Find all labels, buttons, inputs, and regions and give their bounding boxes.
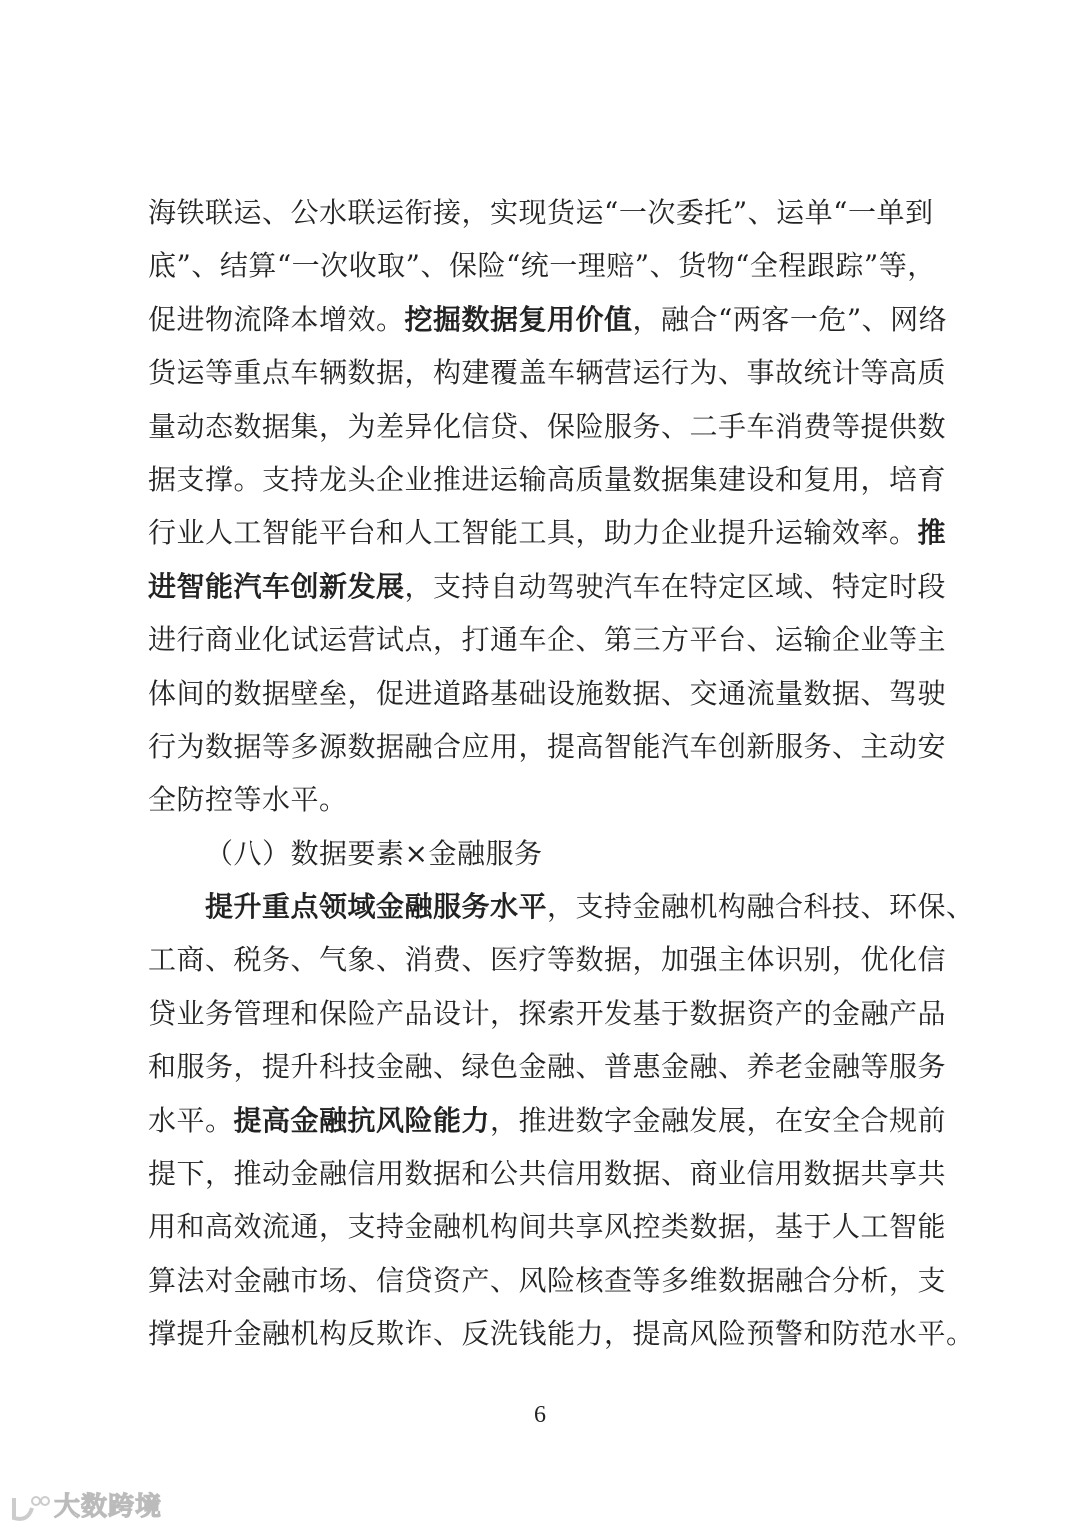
text-segment: 货运等重点车辆数据，构建覆盖车辆营运行为、事故统计等高质 [148, 356, 947, 390]
text-line [148, 1200, 947, 1253]
text-segment: 提下，推动金融信用数据和公共信用数据、商业信用数据共享共 [148, 1157, 947, 1191]
text-segment: 水平。 [148, 1103, 234, 1137]
text-line [148, 613, 947, 666]
text-line [148, 880, 975, 933]
bold-text: 挖掘数据复用价值 [404, 302, 633, 336]
watermark [10, 1486, 162, 1523]
text-line [148, 1254, 947, 1307]
text-line [148, 453, 947, 506]
text-segment: ，推进数字金融发展，在安全合规前 [490, 1103, 947, 1137]
text-segment: ，支持自动驾驶汽车在特定区域、特定时段 [404, 569, 947, 603]
section-heading [148, 827, 932, 880]
text-line [148, 506, 947, 559]
bold-text: 进智能汽车创新发展 [148, 569, 405, 603]
text-segment: 和服务，提升科技金融、绿色金融、普惠金融、养老金融等服务 [148, 1050, 947, 1084]
text-segment: ，融合“两客一危”、网络 [632, 302, 948, 336]
text-line [148, 400, 947, 453]
text-line [148, 1094, 947, 1147]
text-segment: 体间的数据壁垒，促进道路基础设施数据、交通流量数据、驾驶 [148, 676, 947, 710]
text-segment: 贷业务管理和保险产品设计，探索开发基于数据资产的金融产品 [148, 996, 947, 1030]
text-line [148, 773, 932, 826]
bold-text: 推 [917, 516, 947, 550]
text-segment: （八）数据要素×金融服务 [205, 836, 543, 870]
text-segment: 撑提升金融机构反欺诈、反洗钱能力，提高风险预警和防范水平。 [148, 1317, 975, 1351]
text-line [148, 346, 947, 399]
text-segment: 算法对金融市场、信贷资产、风险核查等多维数据融合分析，支 [148, 1263, 947, 1297]
text-segment: 全防控等水平。 [148, 783, 348, 817]
bold-text: 提升重点领域金融服务水平 [205, 890, 548, 924]
text-segment: 行为数据等多源数据融合应用，提高智能汽车创新服务、主动安 [148, 729, 947, 763]
text-segment: 行业人工智能平台和人工智能工具，助力企业提升运输效率。 [148, 516, 918, 550]
text-line [148, 1147, 947, 1200]
text-line [148, 987, 947, 1040]
text-line [148, 560, 947, 613]
text-segment: 底”、结算“一次收取”、保险“统一理赔”、货物“全程跟踪”等， [148, 249, 936, 283]
text-segment: 量动态数据集，为差异化信贷、保险服务、二手车消费等提供数 [148, 409, 947, 443]
text-line [148, 1040, 947, 1093]
watermark-text: 大数跨境 [54, 1492, 163, 1522]
text-line [148, 667, 947, 720]
text-segment: 海铁联运、公水联运衔接，实现货运“一次委托”、运单“一单到 [148, 196, 934, 229]
text-segment: 促进物流降本增效。 [148, 302, 405, 336]
text-segment: ，支持金融机构融合科技、环保、 [547, 890, 975, 924]
text-line [148, 720, 947, 773]
text-segment: 据支撑。支持龙头企业推进运输高质量数据集建设和复用，培育 [148, 462, 947, 496]
text-line [148, 186, 932, 239]
text-line [148, 1307, 975, 1360]
document-body [148, 186, 975, 1361]
text-segment: 工商、税务、气象、消费、医疗等数据，加强主体识别，优化信 [148, 943, 947, 977]
bold-text: 提高金融抗风险能力 [233, 1103, 491, 1137]
watermark-logo-icon [10, 1494, 50, 1522]
text-segment: 用和高效流通，支持金融机构间共享风控类数据，基于人工智能 [148, 1210, 947, 1244]
text-line [148, 933, 947, 986]
page-number: 6 [534, 1402, 546, 1428]
text-line [148, 293, 948, 346]
text-line [148, 239, 936, 292]
text-segment: 进行商业化试运营试点，打通车企、第三方平台、运输企业等主 [148, 623, 947, 657]
